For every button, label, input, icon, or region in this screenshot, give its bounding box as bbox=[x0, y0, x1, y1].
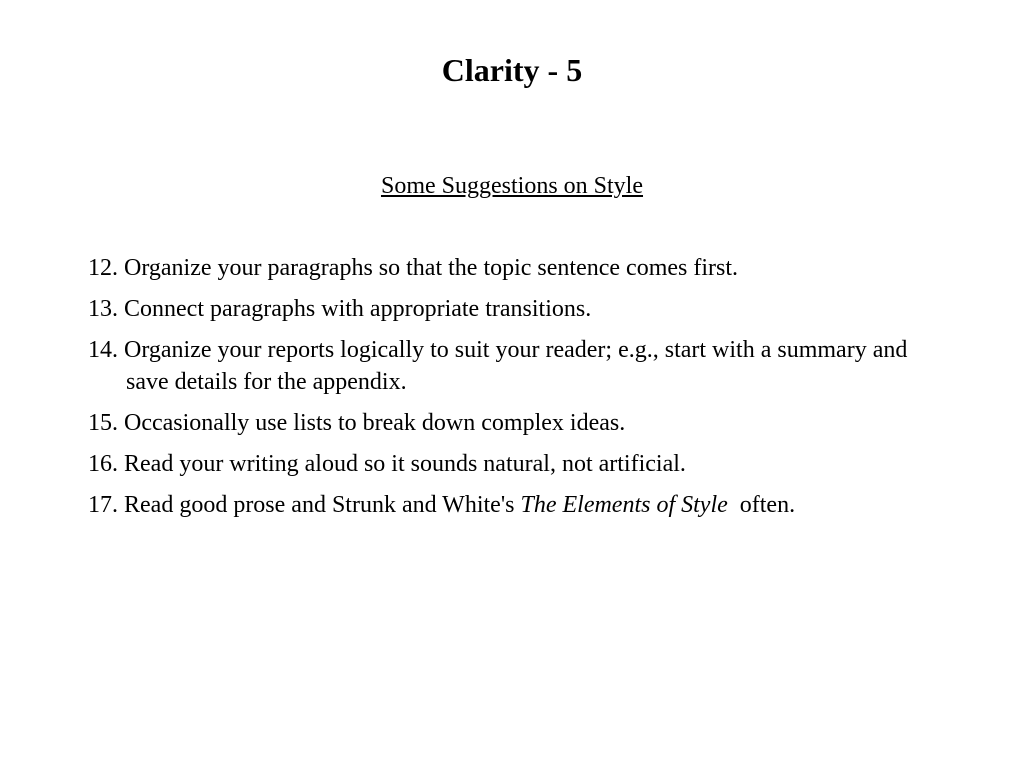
suggestion-list bbox=[88, 252, 948, 530]
book-title: The Elements of Style bbox=[520, 492, 728, 518]
list-item bbox=[88, 407, 948, 439]
slide-subtitle: Some Suggestions on Style bbox=[380, 173, 644, 199]
list-item bbox=[88, 448, 948, 480]
item-number: 14. bbox=[88, 337, 124, 363]
list-item bbox=[88, 252, 948, 284]
item-text-after: often. bbox=[727, 492, 796, 518]
list-item bbox=[88, 334, 948, 398]
list-item bbox=[88, 489, 948, 521]
item-text: Organize your paragraphs so that the topic sentence comes first. bbox=[124, 255, 739, 281]
slide-title: Clarity - 5 bbox=[441, 52, 583, 88]
item-number: 15. bbox=[88, 410, 124, 436]
item-text: Read your writing aloud so it sounds natural, not artificial. bbox=[124, 451, 686, 477]
item-number: 12. bbox=[88, 255, 118, 281]
item-number: 16. bbox=[88, 451, 124, 477]
item-number: 13. bbox=[88, 296, 124, 322]
item-text: Occasionally use lists to break down complex ideas. bbox=[124, 410, 626, 436]
item-number: 17. bbox=[88, 492, 124, 518]
item-text-before: Read good prose and Strunk and White's bbox=[124, 492, 521, 518]
item-text: Organize your reports logically to suit your reader; e.g., start with a summary and save details for the appendix. bbox=[124, 337, 908, 395]
item-text: Connect paragraphs with appropriate transitions. bbox=[124, 296, 592, 322]
list-item bbox=[88, 293, 948, 325]
